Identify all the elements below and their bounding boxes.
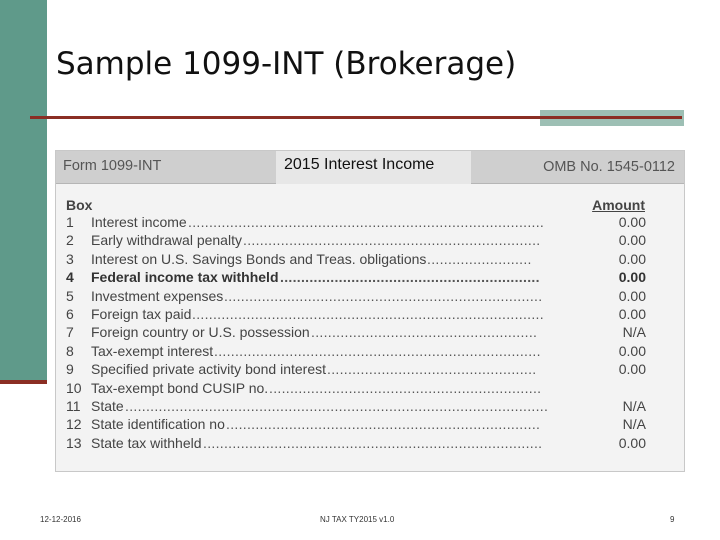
box-number: 9 bbox=[66, 361, 74, 378]
box-amount: 0.00 bbox=[618, 214, 646, 230]
title-divider bbox=[30, 116, 682, 119]
dot-leader: ....................................................................... bbox=[243, 232, 541, 249]
box-number: 5 bbox=[66, 287, 74, 304]
form-row bbox=[66, 269, 666, 287]
box-label: Specified private activity bond interest bbox=[91, 361, 327, 378]
dot-leader: .................................................. bbox=[327, 361, 537, 378]
footer-date: 12-12-2016 bbox=[40, 515, 81, 524]
column-header-box: Box bbox=[66, 197, 93, 213]
box-number: 7 bbox=[66, 324, 74, 341]
dot-leader: ......................... bbox=[427, 250, 532, 267]
box-amount: 0.00 bbox=[618, 232, 646, 249]
box-number: 6 bbox=[66, 305, 74, 322]
footer-center: NJ TAX TY2015 v1.0 bbox=[320, 515, 395, 524]
dot-leader: .................................................................................... bbox=[192, 305, 544, 322]
form-rows bbox=[66, 214, 666, 453]
form-row bbox=[66, 435, 666, 453]
form-row bbox=[66, 343, 666, 361]
box-label: State bbox=[91, 397, 124, 414]
box-label: Early withdrawal penalty bbox=[91, 232, 242, 249]
dot-leader: .............................................................................. bbox=[214, 342, 541, 359]
form-row bbox=[66, 306, 666, 324]
box-label: Interest income bbox=[91, 214, 187, 230]
form-row bbox=[66, 380, 666, 398]
box-number: 2 bbox=[66, 232, 74, 249]
form-row bbox=[66, 232, 666, 250]
dot-leader: ..................................................................................................... bbox=[125, 397, 549, 414]
left-accent-bar bbox=[0, 0, 47, 383]
dot-leader: .............................................................. bbox=[280, 269, 540, 286]
dot-leader: ................................................................. bbox=[269, 379, 542, 396]
dot-leader: ...................................................... bbox=[311, 324, 538, 341]
box-label: Interest on U.S. Savings Bonds and Treas. obligations bbox=[91, 250, 427, 267]
form-row bbox=[66, 251, 666, 269]
box-amount: 0.00 bbox=[618, 342, 646, 359]
box-label: Foreign country or U.S. possession bbox=[91, 324, 310, 341]
form-row bbox=[66, 398, 666, 416]
form-center-title: 2015 Interest Income bbox=[284, 156, 435, 173]
box-number: 1 bbox=[66, 214, 74, 230]
slide-title: Sample 1099-INT (Brokerage) bbox=[56, 46, 517, 82]
box-number: 11 bbox=[66, 397, 81, 414]
box-label: Tax-exempt bond CUSIP no. bbox=[91, 379, 269, 396]
box-label: State identification no bbox=[91, 416, 225, 433]
box-label: Tax-exempt interest bbox=[91, 342, 214, 359]
box-amount: 0.00 bbox=[618, 250, 646, 267]
form-omb-number: OMB No. 1545-0112 bbox=[543, 159, 675, 175]
dot-leader: ................................................................................. bbox=[203, 434, 543, 451]
form-1099-int-image bbox=[55, 150, 685, 472]
form-name: Form 1099-INT bbox=[63, 158, 162, 174]
box-number: 3 bbox=[66, 250, 74, 267]
form-header bbox=[56, 151, 684, 184]
box-amount: 0.00 bbox=[618, 434, 646, 451]
box-amount: 0.00 bbox=[618, 269, 646, 286]
left-accent-bar-edge bbox=[0, 380, 47, 384]
box-amount: N/A bbox=[622, 416, 646, 433]
form-row bbox=[66, 288, 666, 306]
form-row bbox=[66, 416, 666, 434]
box-number: 13 bbox=[66, 434, 82, 451]
box-number: 10 bbox=[66, 379, 82, 396]
box-amount: N/A bbox=[622, 324, 646, 341]
box-amount: 0.00 bbox=[618, 305, 646, 322]
column-header-amount: Amount bbox=[592, 197, 645, 213]
box-label: Foreign tax paid bbox=[91, 305, 192, 322]
box-number: 12 bbox=[66, 416, 82, 433]
box-label: Investment expenses bbox=[91, 287, 224, 304]
form-row bbox=[66, 214, 666, 232]
dot-leader: ..................................................................................... bbox=[188, 214, 545, 230]
box-label: State tax withheld bbox=[91, 434, 202, 451]
box-amount: 0.00 bbox=[618, 361, 646, 378]
footer-page-number: 9 bbox=[670, 515, 675, 524]
dot-leader: ............................................................................ bbox=[224, 287, 543, 304]
form-row bbox=[66, 324, 666, 342]
dot-leader: ........................................................................... bbox=[226, 416, 541, 433]
box-amount: 0.00 bbox=[618, 287, 646, 304]
box-amount: N/A bbox=[622, 397, 646, 414]
box-number: 4 bbox=[66, 269, 74, 286]
box-number: 8 bbox=[66, 342, 74, 359]
form-row bbox=[66, 361, 666, 379]
box-label: Federal income tax withheld bbox=[91, 269, 279, 286]
